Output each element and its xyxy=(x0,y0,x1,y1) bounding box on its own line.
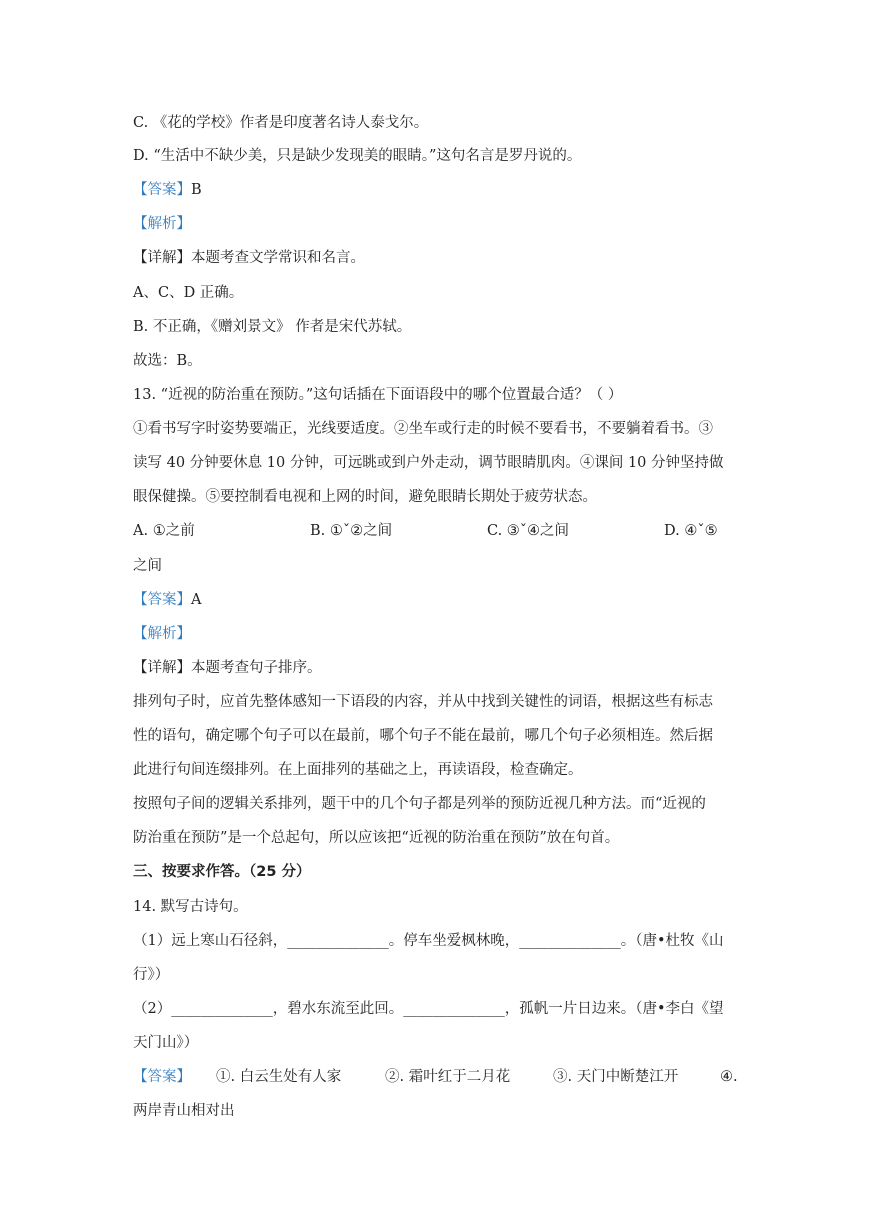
q12-option-c: C. 《花的学校》作者是印度著名诗人泰戈尔。 xyxy=(133,115,429,131)
q13-option-a: A. ①之前 xyxy=(133,523,195,539)
q12-analysis-tag: 【解析】 xyxy=(133,216,191,232)
q14-part1-line-1: （1）远上寒山石径斜，______________。停车坐爱枫林晚，______________。（唐•杜牧《山 xyxy=(133,933,724,949)
q13-explain-line-4: 按照句子间的逻辑关系排列，题干中的几个句子都是列举的预防近视几种方法。而“近视的 xyxy=(133,796,706,812)
q13-option-d-wrap: 之间 xyxy=(133,558,162,574)
q13-answer-line xyxy=(133,590,737,610)
q13-passage-line-2: 读写 40 分钟要休息 10 分钟，可远眺或到户外走动，调节眼睛肌肉。④课间 10 分钟坚持做 xyxy=(133,455,724,471)
q12-explain-line-3: 故选：B。 xyxy=(133,353,202,369)
q14-answer-tag: 【答案】 xyxy=(133,1069,191,1085)
q13-explain-line-5: 防治重在预防”是一个总起句，所以应该把“近视的防治重在预防”放在句首。 xyxy=(133,830,620,846)
q14-part1-line-2: 行》） xyxy=(133,967,170,983)
q13-explain-line-3: 此进行句间连缀排列。在上面排列的基础之上，再读语段，检查确定。 xyxy=(133,762,583,778)
q12-explain-line-2: B. 不正确，《赠刘景文》 作者是宋代苏轼。 xyxy=(133,319,412,335)
q13-explain-line-2: 性的语句，确定哪个句子可以在最前，哪个句子不能在最前，哪几个句子必须相连。然后据 xyxy=(133,728,713,744)
answer-tag: 【答案】 xyxy=(133,182,191,198)
q14-answer-4: ④. xyxy=(720,1069,738,1085)
q13-option-c: C. ③ˇ④之间 xyxy=(487,523,570,539)
q14-answer-2: ②. 霜叶红于二月花 xyxy=(385,1069,511,1085)
q13-detail: 【详解】本题考查句子排序。 xyxy=(133,660,322,676)
q14-stem: 14. 默写古诗句。 xyxy=(133,899,248,915)
answer-value: A xyxy=(191,592,202,608)
q13-analysis-tag: 【解析】 xyxy=(133,626,191,642)
q13-option-b: B. ①ˇ②之间 xyxy=(310,523,393,539)
q12-detail: 【详解】本题考查文学常识和名言。 xyxy=(133,250,365,266)
q12-answer-line xyxy=(133,180,737,200)
q14-part2-line-2: 天门山》） xyxy=(133,1035,199,1051)
q13-explain-line-1: 排列句子时，应首先整体感知一下语段的内容，并从中找到关键性的词语，根据这些有标志 xyxy=(133,694,713,710)
q13-stem: 13. “近视的防治重在预防。”这句话插在下面语段中的哪个位置最合适？（ ） xyxy=(133,387,623,403)
q13-passage-line-3: 眼保健操。⑤要控制看电视和上网的时间，避免眼睛长期处于疲劳状态。 xyxy=(133,489,597,505)
q13-passage-line-1: ①看书写字时姿势要端正，光线要适度。②坐车或行走的时候不要看书，不要躺着看书。③ xyxy=(133,421,713,437)
q14-answer-3: ③. 天门中断楚江开 xyxy=(553,1069,679,1085)
q12-option-d: D. “生活中不缺少美，只是缺少发现美的眼睛。”这句名言是罗丹说的。 xyxy=(133,148,582,164)
section-heading: 三、按要求作答。（25 分） xyxy=(133,864,311,880)
q14-answer-1: ①. 白云生处有人家 xyxy=(216,1069,342,1085)
q14-part2-line-1: （2）______________，碧水东流至此回。______________，孤帆一片日边来。（唐•李白《望 xyxy=(133,1001,724,1017)
q13-option-d: D. ④ˇ⑤ xyxy=(664,523,718,539)
q14-answer-4-wrap: 两岸青山相对出 xyxy=(133,1103,235,1119)
answer-value: B xyxy=(191,182,202,198)
q12-explain-line-1: A、C、D 正确。 xyxy=(133,285,244,301)
answer-tag: 【答案】 xyxy=(133,592,191,608)
